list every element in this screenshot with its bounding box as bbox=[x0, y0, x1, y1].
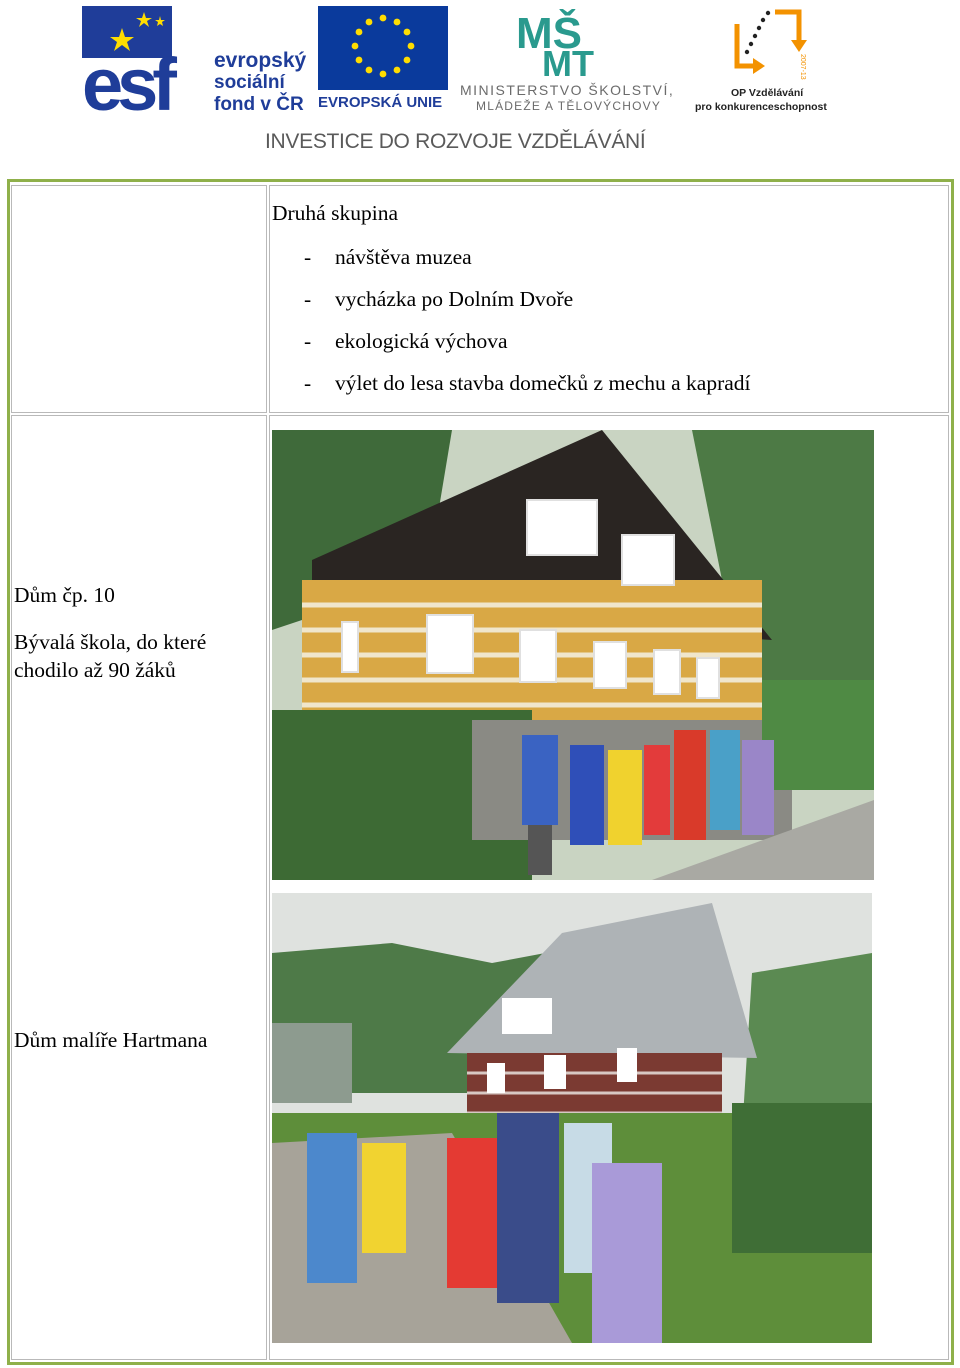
list-dash: - bbox=[304, 245, 312, 269]
eu-label: EVROPSKÁ UNIE bbox=[318, 94, 443, 111]
msmt-logo bbox=[460, 4, 688, 114]
house1-caption-desc: Bývalá škola, do které chodilo až 90 žáků bbox=[14, 630, 207, 682]
house2-photo bbox=[272, 893, 872, 1343]
list-item-text: ekologická výchova bbox=[335, 329, 508, 353]
op-line2: pro konkurenceschopnost bbox=[695, 101, 827, 113]
list-dash: - bbox=[304, 287, 312, 311]
list-item bbox=[304, 327, 751, 369]
msmt-line2: MLÁDEŽE A TĚLOVÝCHOVY bbox=[476, 99, 662, 113]
list-item-text: výlet do lesa stavba domečků z mechu a kapradí bbox=[335, 371, 751, 395]
list-dash: - bbox=[304, 371, 312, 395]
eu-flag-icon bbox=[318, 6, 448, 90]
table-cell-captions bbox=[11, 415, 267, 1360]
group-title: Druhá skupina bbox=[272, 201, 398, 225]
svg-text:MT: MT bbox=[542, 43, 594, 80]
house1-photo bbox=[272, 430, 874, 880]
msmt-monogram-icon bbox=[460, 4, 688, 80]
list-item-text: vycházka po Dolním Dvoře bbox=[335, 287, 574, 311]
op-line1: OP Vzdělávání bbox=[731, 87, 804, 99]
esf-line2: sociální bbox=[214, 72, 285, 93]
list-dash: - bbox=[304, 329, 312, 353]
svg-text:esf: esf bbox=[82, 43, 171, 114]
list-item bbox=[304, 369, 751, 411]
header-logos bbox=[0, 0, 960, 170]
table-cell-empty bbox=[11, 185, 267, 413]
op-arrows-icon bbox=[695, 4, 845, 86]
svg-text:2007-13: 2007-13 bbox=[799, 54, 806, 80]
list-item bbox=[304, 285, 751, 327]
msmt-line1: MINISTERSTVO ŠKOLSTVÍ, bbox=[460, 82, 675, 98]
house1-caption-title: Dům čp. 10 bbox=[14, 583, 115, 607]
esf-line1: evropský bbox=[214, 49, 307, 72]
esf-logo bbox=[82, 6, 308, 114]
svg-text:MŠ: MŠ bbox=[516, 9, 582, 58]
list-item bbox=[304, 243, 751, 285]
activity-list bbox=[304, 243, 751, 411]
esf-text bbox=[214, 50, 306, 116]
list-item-text: návštěva muzea bbox=[335, 245, 472, 269]
eu-logo bbox=[318, 6, 450, 114]
house2-caption-title: Dům malíře Hartmana bbox=[14, 1028, 208, 1052]
op-logo bbox=[695, 4, 845, 114]
esf-line3: fond v ČR bbox=[214, 94, 304, 115]
tagline: INVESTICE DO ROZVOJE VZDĚLÁVÁNÍ bbox=[265, 130, 646, 153]
